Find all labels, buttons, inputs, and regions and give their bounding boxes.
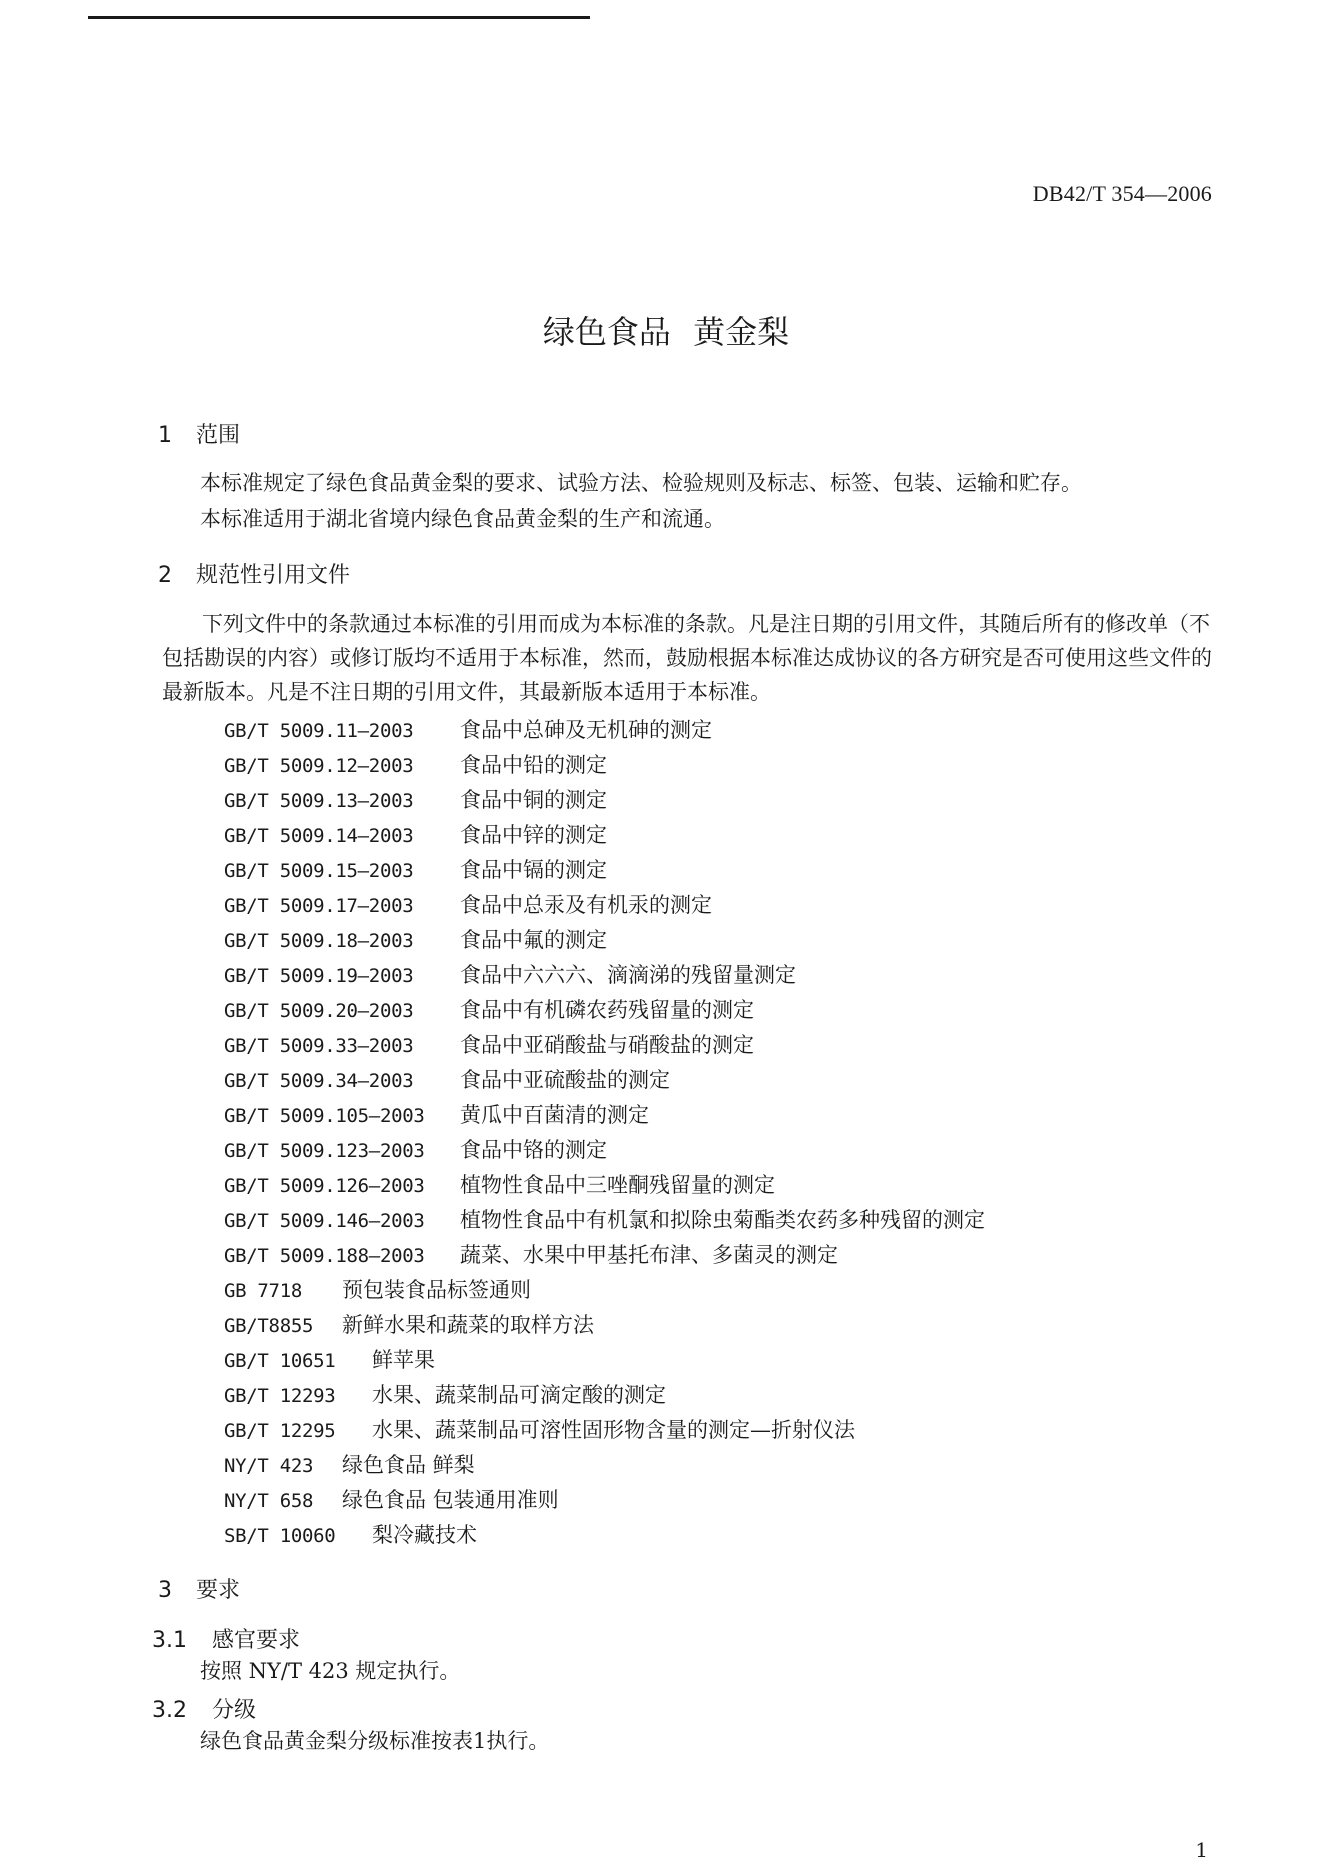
section-3-title: 要求: [196, 1578, 241, 1603]
reference-code: NY/T 423: [224, 1455, 314, 1477]
section-1-para-1: 本标准规定了绿色食品黄金梨的要求、试验方法、检验规则及标志、标签、包装、运输和贮存。: [200, 471, 1082, 495]
reference-code: GB/T 5009.18—2003: [224, 930, 414, 952]
reference-item: [224, 1413, 985, 1448]
section-3-number: 3: [158, 1578, 172, 1603]
reference-code: GB/T 5009.17—2003: [224, 895, 414, 917]
reference-title: 食品中有机磷农药残留量的测定: [460, 998, 754, 1022]
reference-item: [224, 993, 985, 1028]
section-2-number: 2: [158, 563, 172, 588]
reference-title: 食品中总汞及有机汞的测定: [460, 893, 712, 917]
reference-item: [224, 958, 985, 993]
reference-title: 鲜苹果: [372, 1348, 435, 1372]
reference-item: [224, 923, 985, 958]
section-3-2-text: 绿色食品黄金梨分级标准按表1执行。: [200, 1729, 550, 1753]
reference-code: GB/T 5009.188—2003: [224, 1245, 425, 1267]
reference-code: GB/T 5009.105—2003: [224, 1105, 425, 1127]
reference-title: 食品中铬的测定: [460, 1138, 607, 1162]
reference-title: 梨冷藏技术: [372, 1523, 477, 1547]
reference-item: [224, 1238, 985, 1273]
reference-title: 食品中亚硝酸盐与硝酸盐的测定: [460, 1033, 754, 1057]
reference-code: GB/T 5009.123—2003: [224, 1140, 425, 1162]
section-1-heading: [158, 418, 240, 449]
reference-code: GB/T 5009.15—2003: [224, 860, 414, 882]
reference-title: 植物性食品中有机氯和拟除虫菊酯类农药多种残留的测定: [460, 1208, 985, 1232]
section-3-heading: [158, 1573, 240, 1604]
page-number: 1: [1195, 1838, 1208, 1862]
section-2-intro: 下列文件中的条款通过本标准的引用而成为本标准的条款。凡是注日期的引用文件，其随后所有的修改单（不包括勘误的内容）或修订版均不适用于本标准，然而，鼓励根据本标准达成协议的各方研究是否可使用这些文件的最新版本。凡是不注日期的引用文件，其最新版本适用于本标准。: [162, 612, 1212, 704]
reference-title: 食品中氟的测定: [460, 928, 607, 952]
reference-item: [224, 1028, 985, 1063]
reference-title: 食品中亚硫酸盐的测定: [460, 1068, 670, 1092]
section-3-1-text: 按照 NY/T 423 规定执行。: [200, 1659, 461, 1683]
title-part-2: 黄金梨: [693, 313, 790, 351]
reference-item: [224, 1448, 985, 1483]
reference-code: GB 7718: [224, 1280, 302, 1302]
reference-code: GB/T 5009.34—2003: [224, 1070, 414, 1092]
section-1-title: 范围: [196, 423, 241, 448]
section-2-heading: [158, 558, 350, 589]
reference-code: GB/T8855: [224, 1315, 314, 1337]
reference-code: GB/T 5009.20—2003: [224, 1000, 414, 1022]
reference-code: GB/T 5009.13—2003: [224, 790, 414, 812]
reference-item: [224, 748, 985, 783]
reference-code: GB/T 5009.12—2003: [224, 755, 414, 777]
reference-title: 食品中总砷及无机砷的测定: [460, 718, 712, 742]
section-3-1-heading: [152, 1623, 300, 1654]
reference-code: GB/T 5009.126—2003: [224, 1175, 425, 1197]
reference-title: 黄瓜中百菌清的测定: [460, 1103, 649, 1127]
section-1-number: 1: [158, 423, 172, 448]
reference-code: NY/T 658: [224, 1490, 314, 1512]
reference-item: [224, 818, 985, 853]
reference-item: [224, 1308, 985, 1343]
reference-title: 食品中铅的测定: [460, 753, 607, 777]
reference-item: [224, 1378, 985, 1413]
reference-title: 水果、蔬菜制品可溶性固形物含量的测定—折射仪法: [372, 1418, 855, 1442]
reference-item: [224, 853, 985, 888]
reference-title: 食品中六六六、滴滴涕的残留量测定: [460, 963, 796, 987]
section-3-1-title: 感官要求: [212, 1628, 301, 1653]
reference-code: SB/T 10060: [224, 1525, 336, 1547]
reference-code: GB/T 5009.146—2003: [224, 1210, 425, 1232]
reference-item: [224, 783, 985, 818]
section-3-1-number: 3.1: [152, 1628, 187, 1653]
standard-code: DB42/T 354—2006: [1032, 181, 1212, 206]
section-2-title: 规范性引用文件: [196, 563, 351, 588]
reference-title: 食品中锌的测定: [460, 823, 607, 847]
reference-item: [224, 888, 985, 923]
reference-title: 绿色食品 鲜梨: [342, 1453, 475, 1477]
reference-code: GB/T 5009.19—2003: [224, 965, 414, 987]
reference-title: 食品中镉的测定: [460, 858, 607, 882]
reference-code: GB/T 12295: [224, 1420, 336, 1442]
reference-list: [224, 713, 985, 1553]
reference-title: 新鲜水果和蔬菜的取样方法: [342, 1313, 594, 1337]
section-3-2-heading: [152, 1693, 256, 1724]
reference-item: [224, 1343, 985, 1378]
title-part-1: 绿色食品: [542, 313, 671, 351]
reference-title: 预包装食品标签通则: [342, 1278, 531, 1302]
section-1-para-2: 本标准适用于湖北省境内绿色食品黄金梨的生产和流通。: [200, 507, 725, 531]
reference-code: GB/T 5009.33—2003: [224, 1035, 414, 1057]
reference-code: GB/T 5009.11—2003: [224, 720, 414, 742]
reference-code: GB/T 10651: [224, 1350, 336, 1372]
reference-item: [224, 1483, 985, 1518]
reference-item: [224, 1518, 985, 1553]
top-rule: [88, 16, 590, 19]
reference-title: 水果、蔬菜制品可滴定酸的测定: [372, 1383, 666, 1407]
reference-item: [224, 1063, 985, 1098]
document-title: [0, 307, 1332, 353]
section-3-2-number: 3.2: [152, 1698, 187, 1723]
reference-item: [224, 1168, 985, 1203]
reference-item: [224, 1133, 985, 1168]
reference-item: [224, 1273, 985, 1308]
reference-item: [224, 1098, 985, 1133]
reference-title: 蔬菜、水果中甲基托布津、多菌灵的测定: [460, 1243, 838, 1267]
reference-code: GB/T 12293: [224, 1385, 336, 1407]
section-3-2-title: 分级: [212, 1698, 257, 1723]
reference-title: 食品中铜的测定: [460, 788, 607, 812]
reference-code: GB/T 5009.14—2003: [224, 825, 414, 847]
reference-title: 绿色食品 包装通用准则: [342, 1488, 559, 1512]
reference-item: [224, 1203, 985, 1238]
reference-item: [224, 713, 985, 748]
reference-title: 植物性食品中三唑酮残留量的测定: [460, 1173, 775, 1197]
